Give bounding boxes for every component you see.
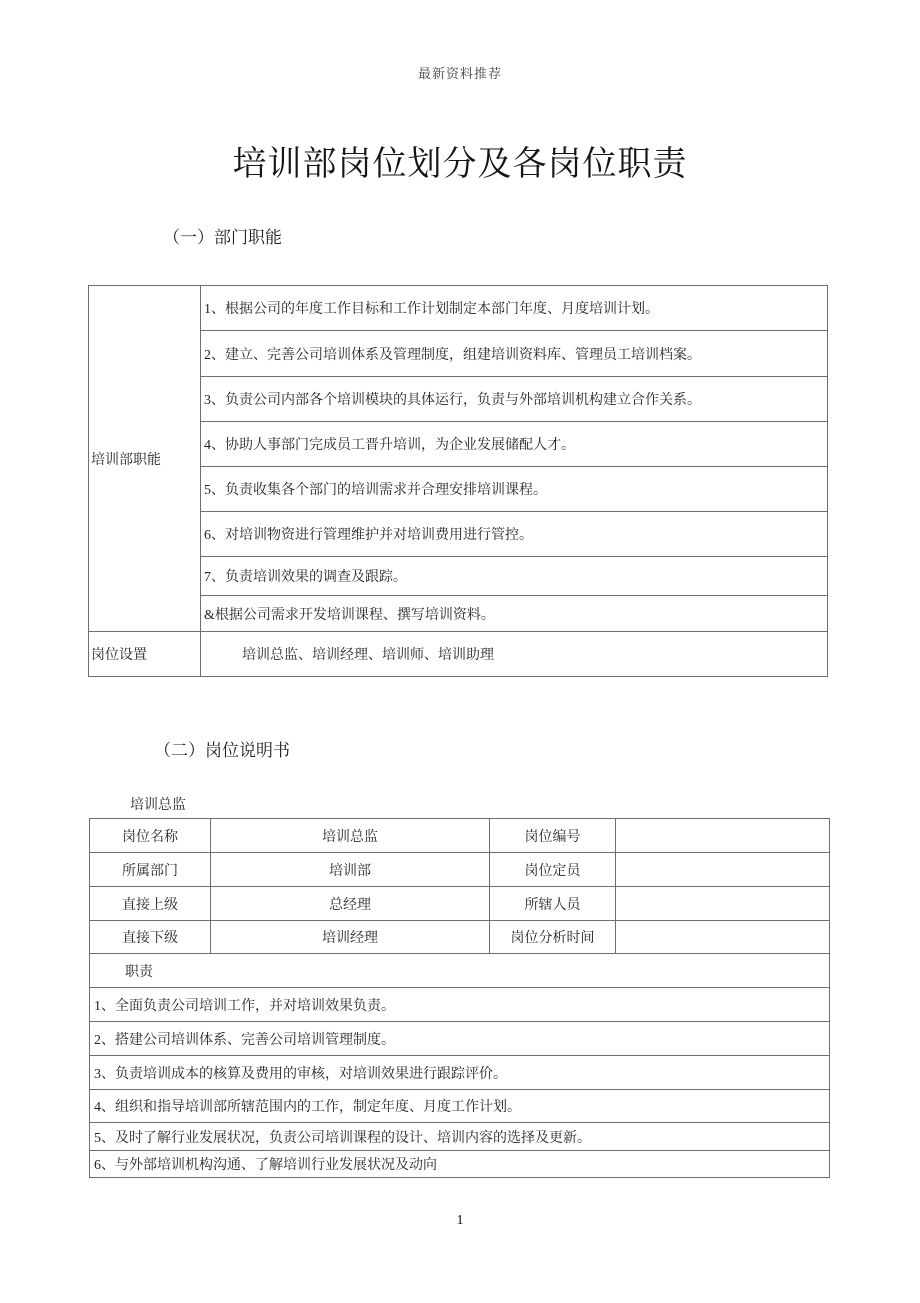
duty-item: 5、及时了解行业发展状况，负责公司培训课程的设计、培训内容的选择及更新。	[90, 1123, 830, 1151]
job-description-table-wrap	[89, 818, 830, 1178]
positions-label: 岗位设置	[89, 632, 201, 677]
section-1-heading: （一）部门职能	[163, 228, 282, 247]
function-item: 3、负责公司内部各个培训模块的具体运行，负责与外部培训机构建立合作关系。	[201, 377, 828, 422]
info-value: 总经理	[211, 887, 490, 921]
function-item: 7、负责培训效果的调查及跟踪。	[201, 557, 828, 596]
info-row	[90, 819, 830, 853]
info-row	[90, 921, 830, 954]
function-group-label: 培训部职能	[89, 286, 201, 632]
function-item: 4、协助人事部门完成员工晋升培训，为企业发展储配人才。	[201, 422, 828, 467]
info-value-empty	[616, 819, 830, 853]
job-table-caption: 培训总监	[130, 798, 186, 813]
positions-value: 培训总监、培训经理、培训师、培训助理	[201, 632, 828, 677]
duty-item: 1、全面负责公司培训工作，并对培训效果负责。	[90, 988, 830, 1022]
department-functions-table-wrap	[88, 285, 828, 677]
section-2-heading: （二）岗位说明书	[154, 741, 290, 760]
info-label: 岗位定员	[490, 853, 616, 887]
info-label: 直接上级	[90, 887, 211, 921]
duty-row	[90, 988, 830, 1022]
duties-header: 职责	[90, 954, 830, 988]
info-label: 所属部门	[90, 853, 211, 887]
function-row	[89, 286, 828, 331]
info-row	[90, 853, 830, 887]
function-item: 1、根据公司的年度工作目标和工作计划制定本部门年度、月度培训计划。	[201, 286, 828, 331]
info-value: 培训部	[211, 853, 490, 887]
function-item: 6、对培训物资进行管理维护并对培训费用进行管控。	[201, 512, 828, 557]
info-label: 直接下级	[90, 921, 211, 954]
function-item: 2、建立、完善公司培训体系及管理制度，组建培训资料库、管理员工培训档案。	[201, 331, 828, 377]
header-note: 最新资料推荐	[417, 66, 502, 81]
info-value: 培训经理	[211, 921, 490, 954]
document-title: 培训部岗位划分及各岗位职责	[232, 146, 688, 183]
info-label: 岗位编号	[490, 819, 616, 853]
duty-item: 2、搭建公司培训体系、完善公司培训管理制度。	[90, 1022, 830, 1056]
job-description-table	[89, 818, 830, 1178]
duty-row	[90, 1151, 830, 1178]
duty-row	[90, 1090, 830, 1123]
info-value-empty	[616, 853, 830, 887]
department-functions-table	[88, 285, 828, 677]
duty-row	[90, 1056, 830, 1090]
info-label: 所辖人员	[490, 887, 616, 921]
info-label: 岗位分析时间	[490, 921, 616, 954]
info-value-empty	[616, 921, 830, 954]
duty-item: 6、与外部培训机构沟通、了解培训行业发展状况及动向	[90, 1151, 830, 1178]
duty-item: 4、组织和指导培训部所辖范围内的工作，制定年度、月度工作计划。	[90, 1090, 830, 1123]
function-item: &根据公司需求开发培训课程、撰写培训资料。	[201, 596, 828, 632]
page-number: 1	[456, 1213, 464, 1228]
function-item: 5、负责收集各个部门的培训需求并合理安排培训课程。	[201, 467, 828, 512]
duty-row	[90, 1123, 830, 1151]
info-value-empty	[616, 887, 830, 921]
info-row	[90, 887, 830, 921]
duty-item: 3、负责培训成本的核算及费用的审核，对培训效果进行跟踪评价。	[90, 1056, 830, 1090]
duty-row	[90, 1022, 830, 1056]
info-label: 岗位名称	[90, 819, 211, 853]
duties-header-row	[90, 954, 830, 988]
info-value: 培训总监	[211, 819, 490, 853]
positions-row	[89, 632, 828, 677]
